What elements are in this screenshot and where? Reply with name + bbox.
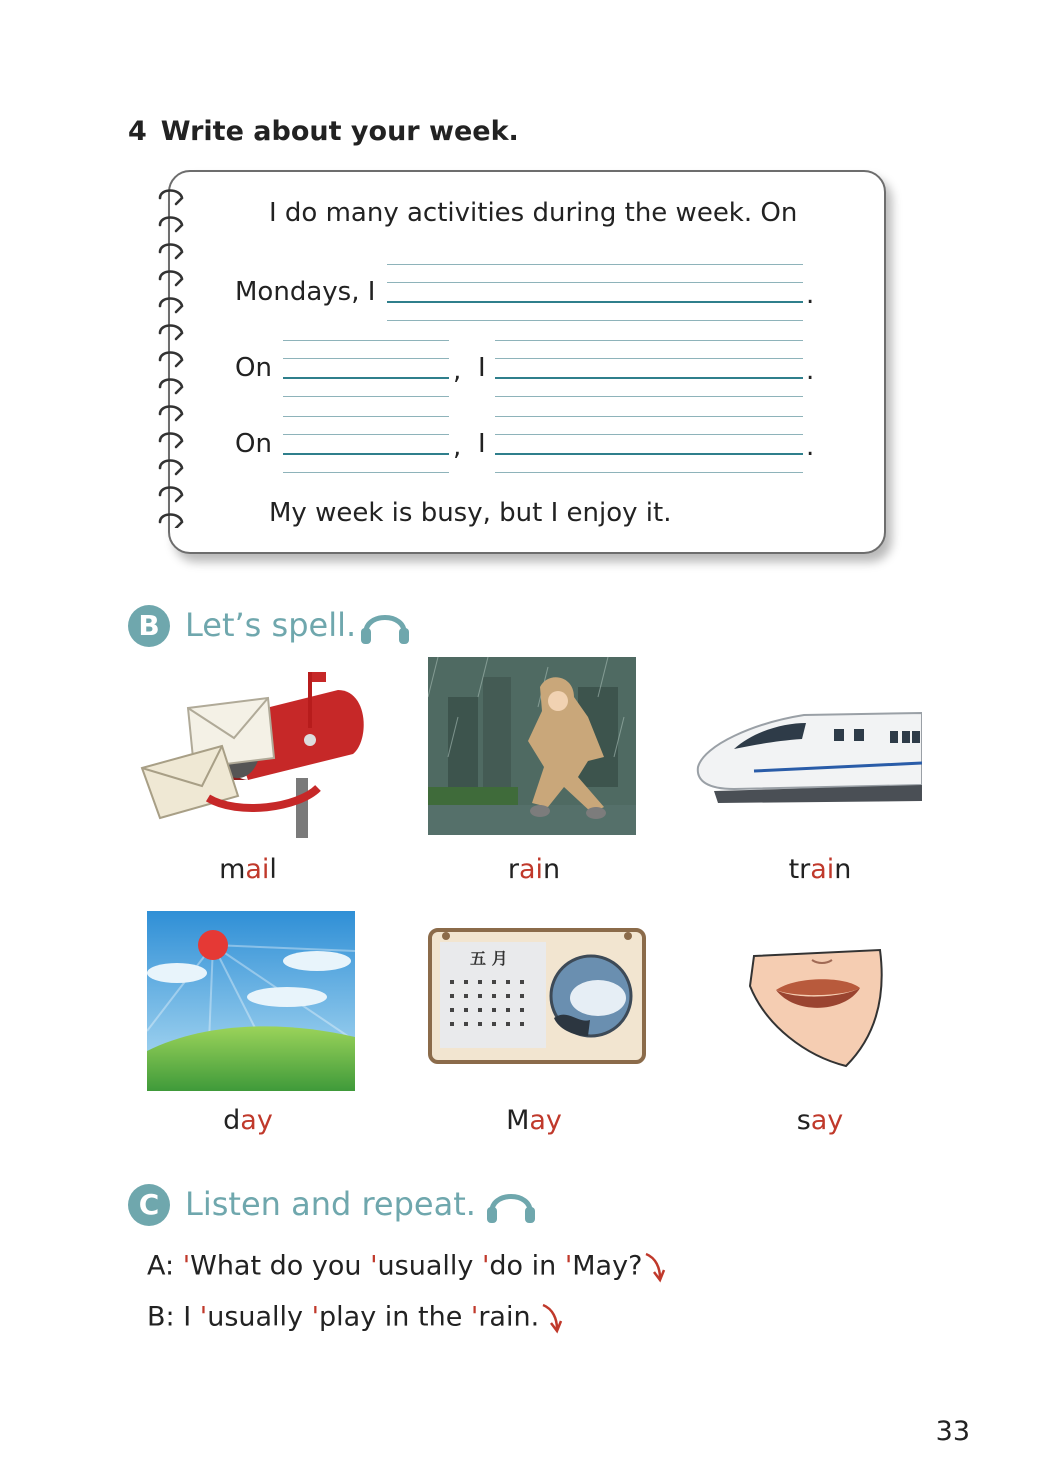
i-label-1: I xyxy=(478,353,486,383)
task-title: Write about your week. xyxy=(160,116,519,147)
notebook-closing: My week is busy, but I enjoy it. xyxy=(269,498,672,528)
spell-word-say: say xyxy=(796,1105,844,1136)
writing-line-day-2[interactable] xyxy=(283,416,449,474)
notebook-card xyxy=(168,170,886,554)
headphones-icon[interactable] xyxy=(484,1183,538,1225)
section-c-badge: C xyxy=(128,1184,170,1226)
dialogue-line-b: B: I 'usually 'play in the 'rain. xyxy=(147,1301,563,1335)
spell-word-rain: rain xyxy=(507,854,561,885)
speaker-b: B: xyxy=(147,1301,175,1333)
day-picture xyxy=(147,911,355,1091)
section-b-title: Let’s spell. xyxy=(185,606,357,644)
writing-line-activity-2[interactable] xyxy=(495,416,803,474)
comma-mark: , xyxy=(453,432,462,462)
writing-line-mondays[interactable] xyxy=(387,264,803,322)
comma-mark: , xyxy=(453,356,462,386)
spell-word-mail: mail xyxy=(219,854,277,885)
spell-word-day: day xyxy=(223,1105,273,1136)
dialogue-line-a: A: 'What do you 'usually 'do in 'May? xyxy=(147,1250,666,1284)
spell-word-may: May xyxy=(506,1105,562,1136)
on-label-2: On xyxy=(235,429,272,459)
speaker-a: A: xyxy=(147,1250,175,1282)
rain-picture xyxy=(428,657,636,835)
i-label-2: I xyxy=(478,429,486,459)
section-b-badge: B xyxy=(128,605,170,647)
notebook-intro: I do many activities during the week. On xyxy=(269,198,798,228)
period-mark: . xyxy=(806,432,815,462)
calendar-month-label: 五 月 xyxy=(470,949,508,968)
mailbox-picture xyxy=(138,668,366,838)
mondays-label: Mondays, I xyxy=(235,277,376,307)
spiral-binding xyxy=(152,188,192,528)
section-c-title: Listen and repeat. xyxy=(185,1185,476,1223)
period-mark: . xyxy=(806,280,815,310)
calendar-picture xyxy=(428,928,646,1064)
mouth-picture xyxy=(746,946,886,1070)
train-picture xyxy=(694,705,922,809)
page-number: 33 xyxy=(935,1416,970,1447)
falling-intonation-arrow-icon xyxy=(644,1250,666,1284)
headphones-icon[interactable] xyxy=(358,604,412,646)
on-label-1: On xyxy=(235,353,272,383)
writing-line-activity-1[interactable] xyxy=(495,340,803,398)
falling-intonation-arrow-icon xyxy=(541,1301,563,1335)
spell-word-train: train xyxy=(788,854,852,885)
period-mark: . xyxy=(806,356,815,386)
task-number: 4 xyxy=(128,116,147,147)
writing-line-day-1[interactable] xyxy=(283,340,449,398)
task-heading xyxy=(128,116,519,147)
